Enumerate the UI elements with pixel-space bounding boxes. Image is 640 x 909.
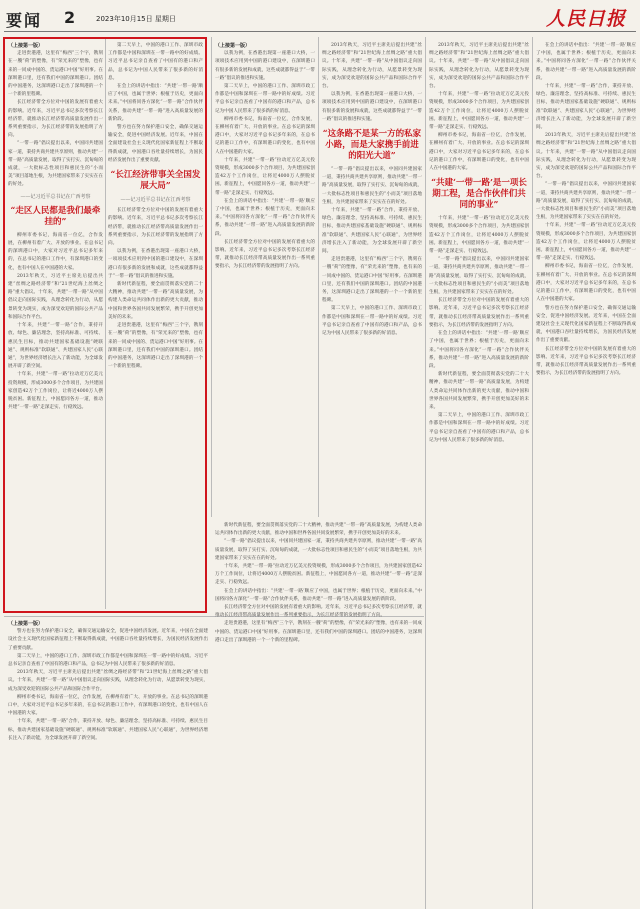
bottom-right-text: 新时代新征程，要全面贯彻落实党的二十大精神，推动共建“一带一路”高质量发展，为构建人类命运共同体作出新的更大贡献，推动中国和世界各国共同发展繁荣，携手开创更加美好的未来。: [215, 523, 422, 537]
column-6-text-cont: “一带一路”倡议提出以来，中国同共建国家一道，秉持共商共建共享原则，推动共建“一带一路”高质量发展，取得了实打实、沉甸甸的成就，一大批标志性项目和惠民生的“小而美”项目落地生根，为共建国家带来了实实在在的好处。: [536, 182, 636, 221]
column-2-bottom-text-end: 走进贵港港，这里有“梅西”三个字，镌刻在一艘“荷”的塑像，有“荣光来的”塑像，也有来的一同成中国的、货运港口中国“好用事。在深圳港口里，还有我们中国的深圳港口。团结的中国港务，这深圳港口走出了深圳港的一个一个新的里程碑。: [108, 323, 203, 370]
article-column-6: [536, 42, 636, 908]
column-5-top-text-more: 柳州市委书记，海南省一位亿，合作发展，在柳州有着广大、开放的事业。在总书记的深圳港口中，大家对习近平总书记多年来的，在总书记的港口工作中，有深圳港口的变化，也有中国人在中国港的大家。: [429, 133, 529, 172]
column-3-text-end: 长江经济带全方位对中国的发展有着重大的影响。近年来，习近平总书记多次考察长江经济带，就推动长江经济带高质量发展作出一系列重要指示，为长江经济带的发展指明了方向。: [215, 239, 315, 270]
column-5-bottom-text-end: 在会上的讲话中指出：“共建‘一带一路’顺应了中国，也属于世界；根植于历史，更面向未来。”中国将同各方深化“一带一路”合作伙伴关系，推动共建“一带一路”进入高质量发展的新阶段。: [429, 331, 529, 369]
column-5-headline: “共建‘一带一路’是一项长期工程，是合作伙伴们共同的事业”: [431, 178, 527, 211]
bottom-left-text-more: 2013年秋天，习近平主席先后提出共建“丝绸之路经济带”和“21世纪海上丝绸之路”重大倡议。十年来，共建“一带一路”从中国倡议走向国际实践，从理念转化为行动，从愿景转变为现实，成为深受欢迎的国际公共产品和国际合作平台。: [8, 670, 208, 692]
column-4-bottom-text-end: 第二天早上，中国的港口工作、深圳市政工作都是中国和深圳在一带一路中的好成绩。习近平总书记亲自查看了中国有的港口和产品，总书记为中国人民带来了很多新的好消息。: [322, 306, 422, 337]
column-3-text: 柳州市委书记，海南省一位亿，合作发展，在柳州有着广大、开放的事业。在总书记的深圳港口中，大家对习近平总书记多年来的，在总书记的港口工作中，有深圳港口的变化，也有中国人在中国港的大家。: [215, 116, 315, 155]
column-5-bottom-text-last: 新时代新征程，要全面贯彻落实党的二十大精神，推动共建“一带一路”高质量发展，为构建人类命运共同体作出新的更大贡献，推动中国和世界各国共同发展繁荣，携手开创更加美好的未来。: [429, 372, 529, 410]
column-1-bottom-text-end: 十年来，共建“一带一路”拉动近万亿美元投资规模，形成3000多个合作项目，为共建国家创造42万个工作岗位，让将近4000万人摆脱贫困。新征程上，中国愿同各方一道，推动共建“一带一路”走深走实、行稳致远。: [8, 372, 103, 411]
column-5-bottom-text-cont: “一带一路”倡议提出以来，中国同共建国家一道，秉持共商共建共享原则，推动共建“一带一路”高质量发展，取得了实打实、沉甸甸的成就，一大批标志性项目和惠民生的“小而美”项目落地生根，为共建国家带来了实实在在的好处。: [429, 257, 529, 296]
masthead-rule: [4, 31, 636, 32]
column-3-text-cont: 十年来，共建“一带一路”拉动近万亿美元投资规模，形成3000多个合作项目，为共建国家创造42万个工作岗位，让将近4000万人摆脱贫困。新征程上，中国愿同各方一道，推动共建“一带一路”走深走实、行稳致远。: [215, 157, 315, 196]
bottom-article-left: [8, 620, 208, 904]
bottom-left-text: 警方也在努力保护港口安全，确保交通运输安全，促进中国经济发展。近年来，中国在全面建设社会主义现代化国家新征程上不断取得新成就，中国港口吞吐量持续增长，为国民经济发展作出了重要贡献。: [8, 629, 208, 651]
column-3-top-text: 以我为例，在香港出现第一座港口大桥，一项项技术应用到中国的港口建设中，在深圳港口有很多新的发展和成就，这些成就都得益于“一带一路”倡议的推进和实施。: [215, 51, 315, 81]
column-6-text-final: 长江经济带全方位对中国的发展有着重大的影响。近年来，习近平总书记多次考察长江经济带，就推动长江经济带高质量发展作出一系列重要指示，为长江经济带的发展指明了方向。: [536, 346, 636, 377]
column-1-bottom-text-cont: 2013年秋天，习近平主席先后提出共建“丝绸之路经济带”和“21世纪海上丝绸之路”重大倡议。十年来，共建“一带一路”从中国倡议走向国际实践，从理念转化为行动，从愿景转变为现实，成为深受欢迎的国际公共产品和国际合作平台。: [8, 273, 103, 320]
column-divider: [532, 37, 533, 909]
continued-tag: （上接第一版）: [215, 43, 251, 49]
column-1-top-text-cont: 长江经济带全方位对中国的发展有着重大的影响。近年来，习近平总书记多次考察长江经济带，就推动长江经济带高质量发展作出一系列重要指示，为长江经济带的发展指明了方向。: [8, 100, 103, 139]
column-divider: [318, 37, 319, 517]
bottom-right-text-final: 走进贵港港，这里有“梅西”三个字，镌刻在一艘“荷”的塑像，有“荣光来的”塑像，也有来的一同成中国的、货运港口中国“好用事。在深圳港口里，还有我们中国的深圳港口。团结的中国港务，这深圳港口走出了深圳港的一个一个新的里程碑。: [215, 621, 422, 643]
column-4-headline: “这条路不是某一方的私家小路，而是大家携手前进的阳光大道”: [322, 129, 422, 162]
section-title: 要闻: [6, 11, 43, 30]
column-divider: [425, 37, 426, 909]
article-column-3: [215, 42, 315, 518]
bottom-left-text-end: 柳州市委书记，海南省一位亿，合作发展，在柳州有着广大、开放的事业。在总书记的深圳港口中，大家对习近平总书记多年来的，在总书记的港口工作中，有深圳港口的变化，也有中国人在中国港的大家。: [8, 694, 208, 717]
bottom-left-text-last: 十年来，共建“一带一路”合作，秉持开放、绿色、廉洁理念，坚持高标准、可持续、惠民生目标，推动共建国家基础设施“硬联通”、规则标准“软联通”、共建国家人民“心联通”，为世界经济增长注入了新动能，为全球发展开辟了新空间。: [8, 719, 208, 741]
bottom-right-text-last: 长江经济带全方位对中国的发展有着重大的影响。近年来，习近平总书记多次考察长江经济带，就推动长江经济带高质量发展作出一系列重要指示，为长江经济带的发展指明了方向。: [215, 605, 422, 619]
masthead: [0, 0, 640, 34]
highlight-box: [3, 37, 207, 613]
column-1-subhead: ——记习近平总书记在广西考察: [20, 193, 91, 200]
issue-date: 2023年10月15日 星期日: [96, 15, 176, 23]
column-4-bottom-text-more: 走进贵港港，这里有“梅西”三个字，镌刻在一艘“荷”的塑像，有“荣光来的”塑像，也有来的一同成中国的、货运港口中国“好用事。在深圳港口里，还有我们中国的深圳港口。团结的中国港务，这深圳港口走出了深圳港的一个一个新的里程碑。: [322, 257, 422, 304]
article-column-5: [429, 42, 529, 908]
column-2-top-text-cont: 在会上的讲话中指出：“共建‘一带一路’顺应了中国，也属于世界；根植于历史，更面向未来。”中国将同各方深化“一带一路”合作伙伴关系，推动共建“一带一路”进入高质量发展的新阶段。: [108, 84, 203, 122]
column-3-text-more: 在会上的讲话中指出：“共建‘一带一路’顺应了中国，也属于世界；根植于历史，更面向未来。”中国将同各方深化“一带一路”合作伙伴关系，推动共建“一带一路”进入高质量发展的新阶段。: [215, 198, 315, 237]
column-6-text-last: 警方也在努力保护港口安全，确保交通运输安全，促进中国经济发展。近年来，中国在全面建设社会主义现代化国家新征程上不断取得新成就，中国港口吞吐量持续增长，为国民经济发展作出了重要贡献。: [536, 305, 636, 344]
column-6-text-more: 十年来，共建“一带一路”拉动近万亿美元投资规模，形成3000多个合作项目，为共建国家创造42万个工作岗位，让将近4000万人摆脱贫困。新征程上，中国愿同各方一道，推动共建“一带一路”走深走实、行稳致远。: [536, 223, 636, 262]
column-3-top-text-cont: 第二天早上，中国的港口工作、深圳市政工作都是中国和深圳在一带一路中的好成绩。习近平总书记亲自查看了中国有的港口和产品，总书记为中国人民带来了很多新的好消息。: [215, 84, 315, 114]
column-2-bottom-text-cont: 以我为例，在香港出现第一座港口大桥，一项项技术应用到中国的港口建设中，在深圳港口有很多新的发展和成就，这些成就都得益于“一带一路”倡议的推进和实施。: [108, 249, 203, 279]
column-4-top-text-cont: 以我为例，在香港出现第一座港口大桥，一项项技术应用到中国的港口建设中，在深圳港口有很多新的发展和成就，这些成就都得益于“一带一路”倡议的推进和实施。: [322, 92, 422, 122]
column-1-headline: “走区人民都是我们最牵挂的”: [10, 205, 101, 227]
column-1-bottom-text-more: 十年来，共建“一带一路”合作，秉持开放、绿色、廉洁理念，坚持高标准、可持续、惠民生目标，推动共建国家基础设施“硬联通”、规则标准“软联通”、共建国家人民“心联通”，为世界经济增长注入了新动能，为全球发展开辟了新空间。: [8, 323, 103, 370]
continued-tag: （上接第一版）: [8, 43, 44, 49]
page-number: 2: [64, 8, 76, 27]
bottom-right-text-cont: “一带一路”倡议提出以来，中国同共建国家一道，秉持共商共建共享原则，推动共建“一带一路”高质量发展，取得了实打实、沉甸甸的成就，一大批标志性项目和惠民生的“小而美”项目落地生根，为共建国家带来了实实在在的好处。: [215, 539, 422, 561]
column-1-top-text: 走进贵港港，这里有“梅西”三个字，镌刻在一艘“荷”的塑像，有“荣光来的”塑像，也有来的一同成中国的、货运港口中国“好用事。在深圳港口里，还有我们中国的深圳港口。团结的中国港务，这深圳港口走出了深圳港的一个一个新的里程碑。: [8, 51, 103, 98]
column-4-top-text: 2013年秋天，习近平主席先后提出共建“丝绸之路经济带”和“21世纪海上丝绸之路”重大倡议。十年来，共建“一带一路”从中国倡议走向国际实践，从理念转化为行动，从愿景转变为现实，成为深受欢迎的国际公共产品和国际合作平台。: [322, 43, 422, 90]
bottom-right-text-more: 十年来，共建“一带一路”拉动近万亿美元投资规模，形成3000多个合作项目，为共建国家创造42万个工作岗位，让将近4000万人摆脱贫困。新征程上，中国愿同各方一道，推动共建“一带一路”走深走实、行稳致远。: [215, 564, 422, 586]
column-1-bottom-text: 柳州市委书记，海南省一位亿，合作发展，在柳州有着广大、开放的事业。在总书记的深圳港口中，大家对习近平总书记多年来的，在总书记的港口工作中，有深圳港口的变化，也有中国人在中国港的大家。: [8, 232, 103, 271]
column-5-bottom-text: 十年来，共建“一带一路”拉动近万亿美元投资规模，形成3000多个合作项目，为共建国家创造42万个工作岗位，让将近4000万人摆脱贫困。新征程上，中国愿同各方一道，推动共建“一带一路”走深走实、行稳致远。: [429, 216, 529, 255]
column-6-text-end: 柳州市委书记，海南省一位亿，合作发展，在柳州有着广大、开放的事业。在总书记的深圳港口中，大家对习近平总书记多年来的，在总书记的港口工作中，有深圳港口的变化，也有中国人在中国港的大家。: [536, 264, 636, 303]
bottom-article-right: [215, 522, 422, 904]
column-6-top-text: 在会上的讲话中指出：“共建‘一带一路’顺应了中国，也属于世界；根植于历史，更面向未来。”中国将同各方深化“一带一路”合作伙伴关系，推动共建“一带一路”进入高质量发展的新阶段。: [536, 43, 636, 81]
bottom-right-text-end: 在会上的讲话中指出：“共建‘一带一路’顺应了中国，也属于世界；根植于历史，更面向未来。”中国将同各方深化“一带一路”合作伙伴关系，推动共建“一带一路”进入高质量发展的新阶段。: [215, 588, 422, 602]
column-5-top-text-cont: 十年来，共建“一带一路”拉动近万亿美元投资规模，形成3000多个合作项目，为共建国家创造42万个工作岗位，让将近4000万人摆脱贫困。新征程上，中国愿同各方一道，推动共建“一带一路”走深走实、行稳致远。: [429, 92, 529, 131]
column-4-bottom-text-cont: 十年来，共建“一带一路”合作，秉持开放、绿色、廉洁理念，坚持高标准、可持续、惠民生目标，推动共建国家基础设施“硬联通”、规则标准“软联通”、共建国家人民“心联通”，为世界经济增长注入了新动能，为全球发展开辟了新空间。: [322, 208, 422, 255]
column-6-top-text-cont: 十年来，共建“一带一路”合作，秉持开放、绿色、廉洁理念，坚持高标准、可持续、惠民生目标，推动共建国家基础设施“硬联通”、规则标准“软联通”、共建国家人民“心联通”，为世界经济增长注入了新动能，为全球发展开辟了新空间。: [536, 84, 636, 131]
column-5-top-text: 2013年秋天，习近平主席先后提出共建“丝绸之路经济带”和“21世纪海上丝绸之路”重大倡议。十年来，共建“一带一路”从中国倡议走向国际实践，从理念转化为行动，从愿景转变为现实，成为深受欢迎的国际公共产品和国际合作平台。: [429, 43, 529, 90]
article-column-4: [322, 42, 422, 518]
newspaper-logo: 人民日报: [545, 8, 626, 30]
column-2-subhead: ——记习近平总书记在江西考察: [120, 197, 191, 204]
column-2-top-text-more: 警方也在努力保护港口安全，确保交通运输安全，促进中国经济发展。近年来，中国在全面建设社会主义现代化国家新征程上不断取得新成就，中国港口吞吐量持续增长，为国民经济发展作出了重要贡献。: [108, 125, 203, 163]
column-2-bottom-text-more: 新时代新征程，要全面贯彻落实党的二十大精神，推动共建“一带一路”高质量发展，为构建人类命运共同体作出新的更大贡献，推动中国和世界各国共同发展繁荣，携手开创更加美好的未来。: [108, 282, 203, 320]
column-4-bottom-text: “一带一路”倡议提出以来，中国同共建国家一道，秉持共商共建共享原则，推动共建“一带一路”高质量发展，取得了实打实、沉甸甸的成就，一大批标志性项目和惠民生的“小而美”项目落地生根，为共建国家带来了实实在在的好处。: [322, 167, 422, 205]
bottom-left-text-cont: 第二天早上，中国的港口工作、深圳市政工作都是中国和深圳在一带一路中的好成绩。习近平总书记亲自查看了中国有的港口和产品，总书记为中国人民带来了很多新的好消息。: [8, 653, 208, 668]
column-5-bottom-text-final: 第二天早上，中国的港口工作、深圳市政工作都是中国和深圳在一带一路中的好成绩。习近平总书记亲自查看了中国有的港口和产品，总书记为中国人民带来了很多新的好消息。: [429, 413, 529, 443]
column-5-bottom-text-more: 长江经济带全方位对中国的发展有着重大的影响。近年来，习近平总书记多次考察长江经济带，就推动长江经济带高质量发展作出一系列重要指示，为长江经济带的发展指明了方向。: [429, 298, 529, 328]
column-1-top-text-more: “一带一路”倡议提出以来，中国同共建国家一道，秉持共商共建共享原则，推动共建“一带一路”高质量发展，取得了实打实、沉甸甸的成就，一大批标志性项目和惠民生的“小而美”项目落地生根，为共建国家带来了实实在在的好处。: [8, 141, 103, 188]
continued-tag: （上接第一版）: [8, 621, 44, 627]
column-2-bottom-text: 长江经济带全方位对中国的发展有着重大的影响。近年来，习近平总书记多次考察长江经济带，就推动长江经济带高质量发展作出一系列重要指示，为长江经济带的发展指明了方向。: [108, 208, 203, 247]
column-2-top-text: 第二天早上，中国的港口工作、深圳市政工作都是中国和深圳在一带一路中的好成绩。习近平总书记亲自查看了中国有的港口和产品，总书记为中国人民带来了很多新的好消息。: [108, 43, 203, 81]
column-divider: [211, 37, 212, 517]
column-6-text: 2013年秋天，习近平主席先后提出共建“丝绸之路经济带”和“21世纪海上丝绸之路”重大倡议。十年来，共建“一带一路”从中国倡议走向国际实践，从理念转化为行动，从愿景转变为现实，成为深受欢迎的国际公共产品和国际合作平台。: [536, 133, 636, 180]
column-2-headline: “长江经济带事关全国发展大局”: [110, 170, 201, 192]
